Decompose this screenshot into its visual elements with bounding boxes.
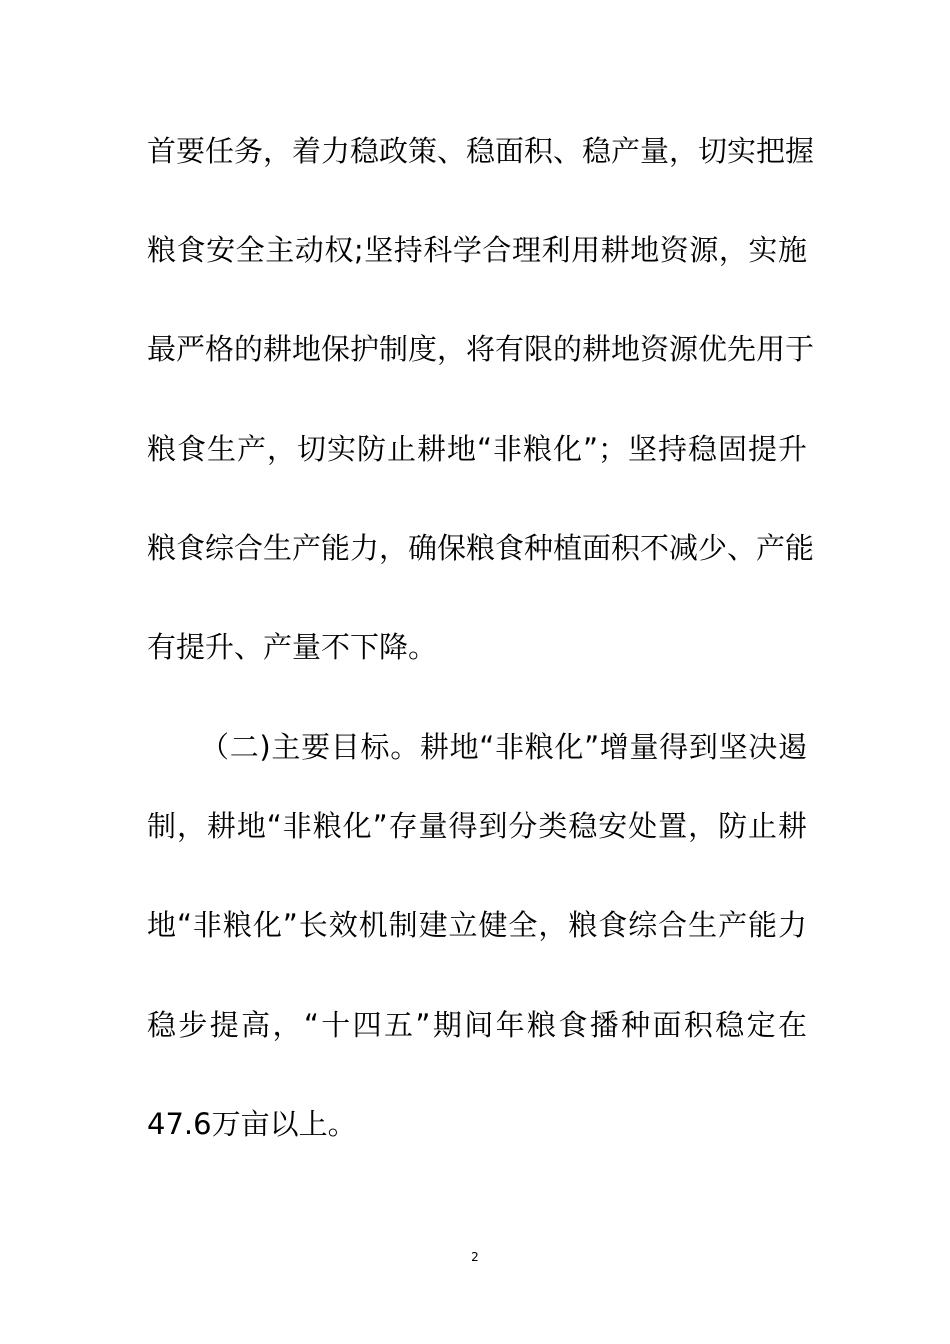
paragraph-1-line-4: 粮食生产，切实防止耕地“非粮化”；坚持稳固提升	[147, 432, 807, 466]
paragraph-1-line-6: 有提升、产量不下降。	[147, 630, 438, 664]
paragraph-1-line-2: 粮食安全主动权;坚持科学合理利用耕地资源，实施	[147, 233, 807, 267]
paragraph-2-line-3: 地“非粮化”长效机制建立健全，粮食综合生产能力	[147, 908, 807, 942]
paragraph-2-line-1: （二)主要目标。耕地“非粮化”增量得到坚决遏	[200, 730, 807, 764]
paragraph-2-line-5: 47.6万亩以上。	[147, 1107, 357, 1141]
paragraph-2-line-4: 稳步提高，“十四五”期间年粮食播种面积稳定在	[147, 1008, 807, 1042]
paragraph-2-line-2: 制，耕地“非粮化”存量得到分类稳安处置，防止耕	[147, 809, 807, 843]
paragraph-1-line-3: 最严格的耕地保护制度，将有限的耕地资源优先用于	[147, 332, 815, 366]
paragraph-1-line-5: 粮食综合生产能力，确保粮食种植面积不减少、产能	[147, 531, 815, 565]
paragraph-1-line-1: 首要任务，着力稳政策、稳面积、稳产量，切实把握	[147, 134, 815, 168]
page-number: 2	[471, 1250, 479, 1264]
